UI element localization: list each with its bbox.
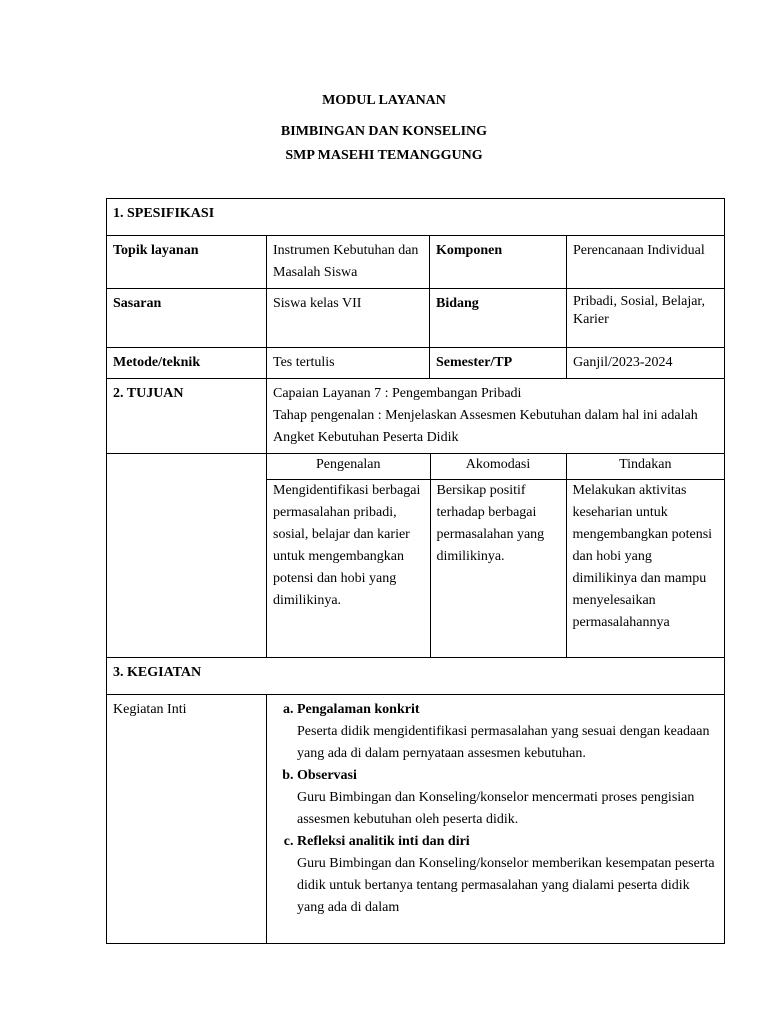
metode-row <box>107 348 725 379</box>
komponen-value: Perencanaan Individual <box>567 236 725 289</box>
topik-label: Topik layanan <box>107 236 267 289</box>
akomodasi-text: Bersikap positif terhadap berbagai permasalahan yang dimilikinya. <box>430 479 566 657</box>
kegiatan-item-refleksi <box>297 831 718 919</box>
pengenalan-text: Mengidentifikasi berbagai permasalahan pribadi, sosial, belajar dan karier untuk mengembangkan potensi dan hobi yang dimilikinya. <box>267 479 430 657</box>
sasaran-value: Siswa kelas VII <box>267 289 430 348</box>
document-title: MODUL LAYANAN <box>322 93 446 108</box>
tujuan-detail-header-row <box>267 454 724 479</box>
akomodasi-header: Akomodasi <box>430 454 566 479</box>
kegiatan-inti-row <box>107 695 725 944</box>
spesifikasi-heading: 1. SPESIFIKASI <box>107 199 725 236</box>
kegiatan-item-observasi <box>297 765 718 831</box>
tujuan-detail-row <box>107 454 725 658</box>
tahap-pengenalan: Tahap pengenalan : Menjelaskan Assesmen Kebutuhan dalam hal ini adalah Angket Kebutuhan Peserta Didik <box>273 408 698 445</box>
sasaran-row <box>107 289 725 348</box>
document-subtitle-bk: BIMBINGAN DAN KONSELING <box>280 124 488 139</box>
metode-value: Tes tertulis <box>267 348 430 379</box>
document-subtitle-school: SMP MASEHI TEMANGGUNG <box>285 148 483 163</box>
topik-row <box>107 236 725 289</box>
module-table <box>106 198 725 944</box>
tujuan-content <box>267 379 725 454</box>
tujuan-detail-table <box>267 454 724 657</box>
kegiatan-item-desc: Guru Bimbingan dan Konseling/konselor mencermati proses pengisian assesmen kebutuhan oleh peserta didik. <box>297 790 695 827</box>
tujuan-row <box>107 379 725 454</box>
topik-value: Instrumen Kebutuhan dan Masalah Siswa <box>267 236 430 289</box>
pengenalan-header: Pengenalan <box>267 454 430 479</box>
tindakan-header: Tindakan <box>566 454 724 479</box>
bidang-label: Bidang <box>430 289 567 348</box>
capaian-layanan: Capaian Layanan 7 : Pengembangan Pribadi <box>273 386 522 401</box>
semester-value: Ganjil/2023-2024 <box>567 348 725 379</box>
kegiatan-list <box>273 699 718 919</box>
kegiatan-heading-row <box>107 658 725 695</box>
kegiatan-inti-content <box>267 695 725 944</box>
tujuan-detail-empty-cell <box>107 454 267 658</box>
tujuan-heading: 2. TUJUAN <box>107 379 267 454</box>
tindakan-text: Melakukan aktivitas keseharian untuk mengembangkan potensi dan hobi yang dimilikinya dan mampu menyelesaikan permasalahannya <box>566 479 724 657</box>
semester-label: Semester/TP <box>430 348 567 379</box>
sasaran-label: Sasaran <box>107 289 267 348</box>
kegiatan-item-title: Refleksi analitik inti dan diri <box>297 834 470 849</box>
kegiatan-item-title: Observasi <box>297 768 357 783</box>
tujuan-detail-body-row <box>267 479 724 657</box>
kegiatan-item-title: Pengalaman konkrit <box>297 702 420 717</box>
komponen-label: Komponen <box>430 236 567 289</box>
metode-label: Metode/teknik <box>107 348 267 379</box>
kegiatan-heading: 3. KEGIATAN <box>107 658 725 695</box>
tujuan-detail-cell <box>267 454 725 658</box>
kegiatan-item-desc: Peserta didik mengidentifikasi permasalahan yang sesuai dengan keadaan yang ada di dalam pernyataan assesmen kebutuhan. <box>297 724 710 761</box>
bidang-value: Pribadi, Sosial, Belajar, Karier <box>567 289 725 348</box>
kegiatan-item-desc: Guru Bimbingan dan Konseling/konselor memberikan kesempatan peserta didik untuk bertanya tentang permasalahan yang dialami peserta didik yang ada di dalam <box>297 856 715 915</box>
spesifikasi-heading-row <box>107 199 725 236</box>
kegiatan-item-pengalaman <box>297 699 718 765</box>
kegiatan-inti-label: Kegiatan Inti <box>107 695 267 944</box>
